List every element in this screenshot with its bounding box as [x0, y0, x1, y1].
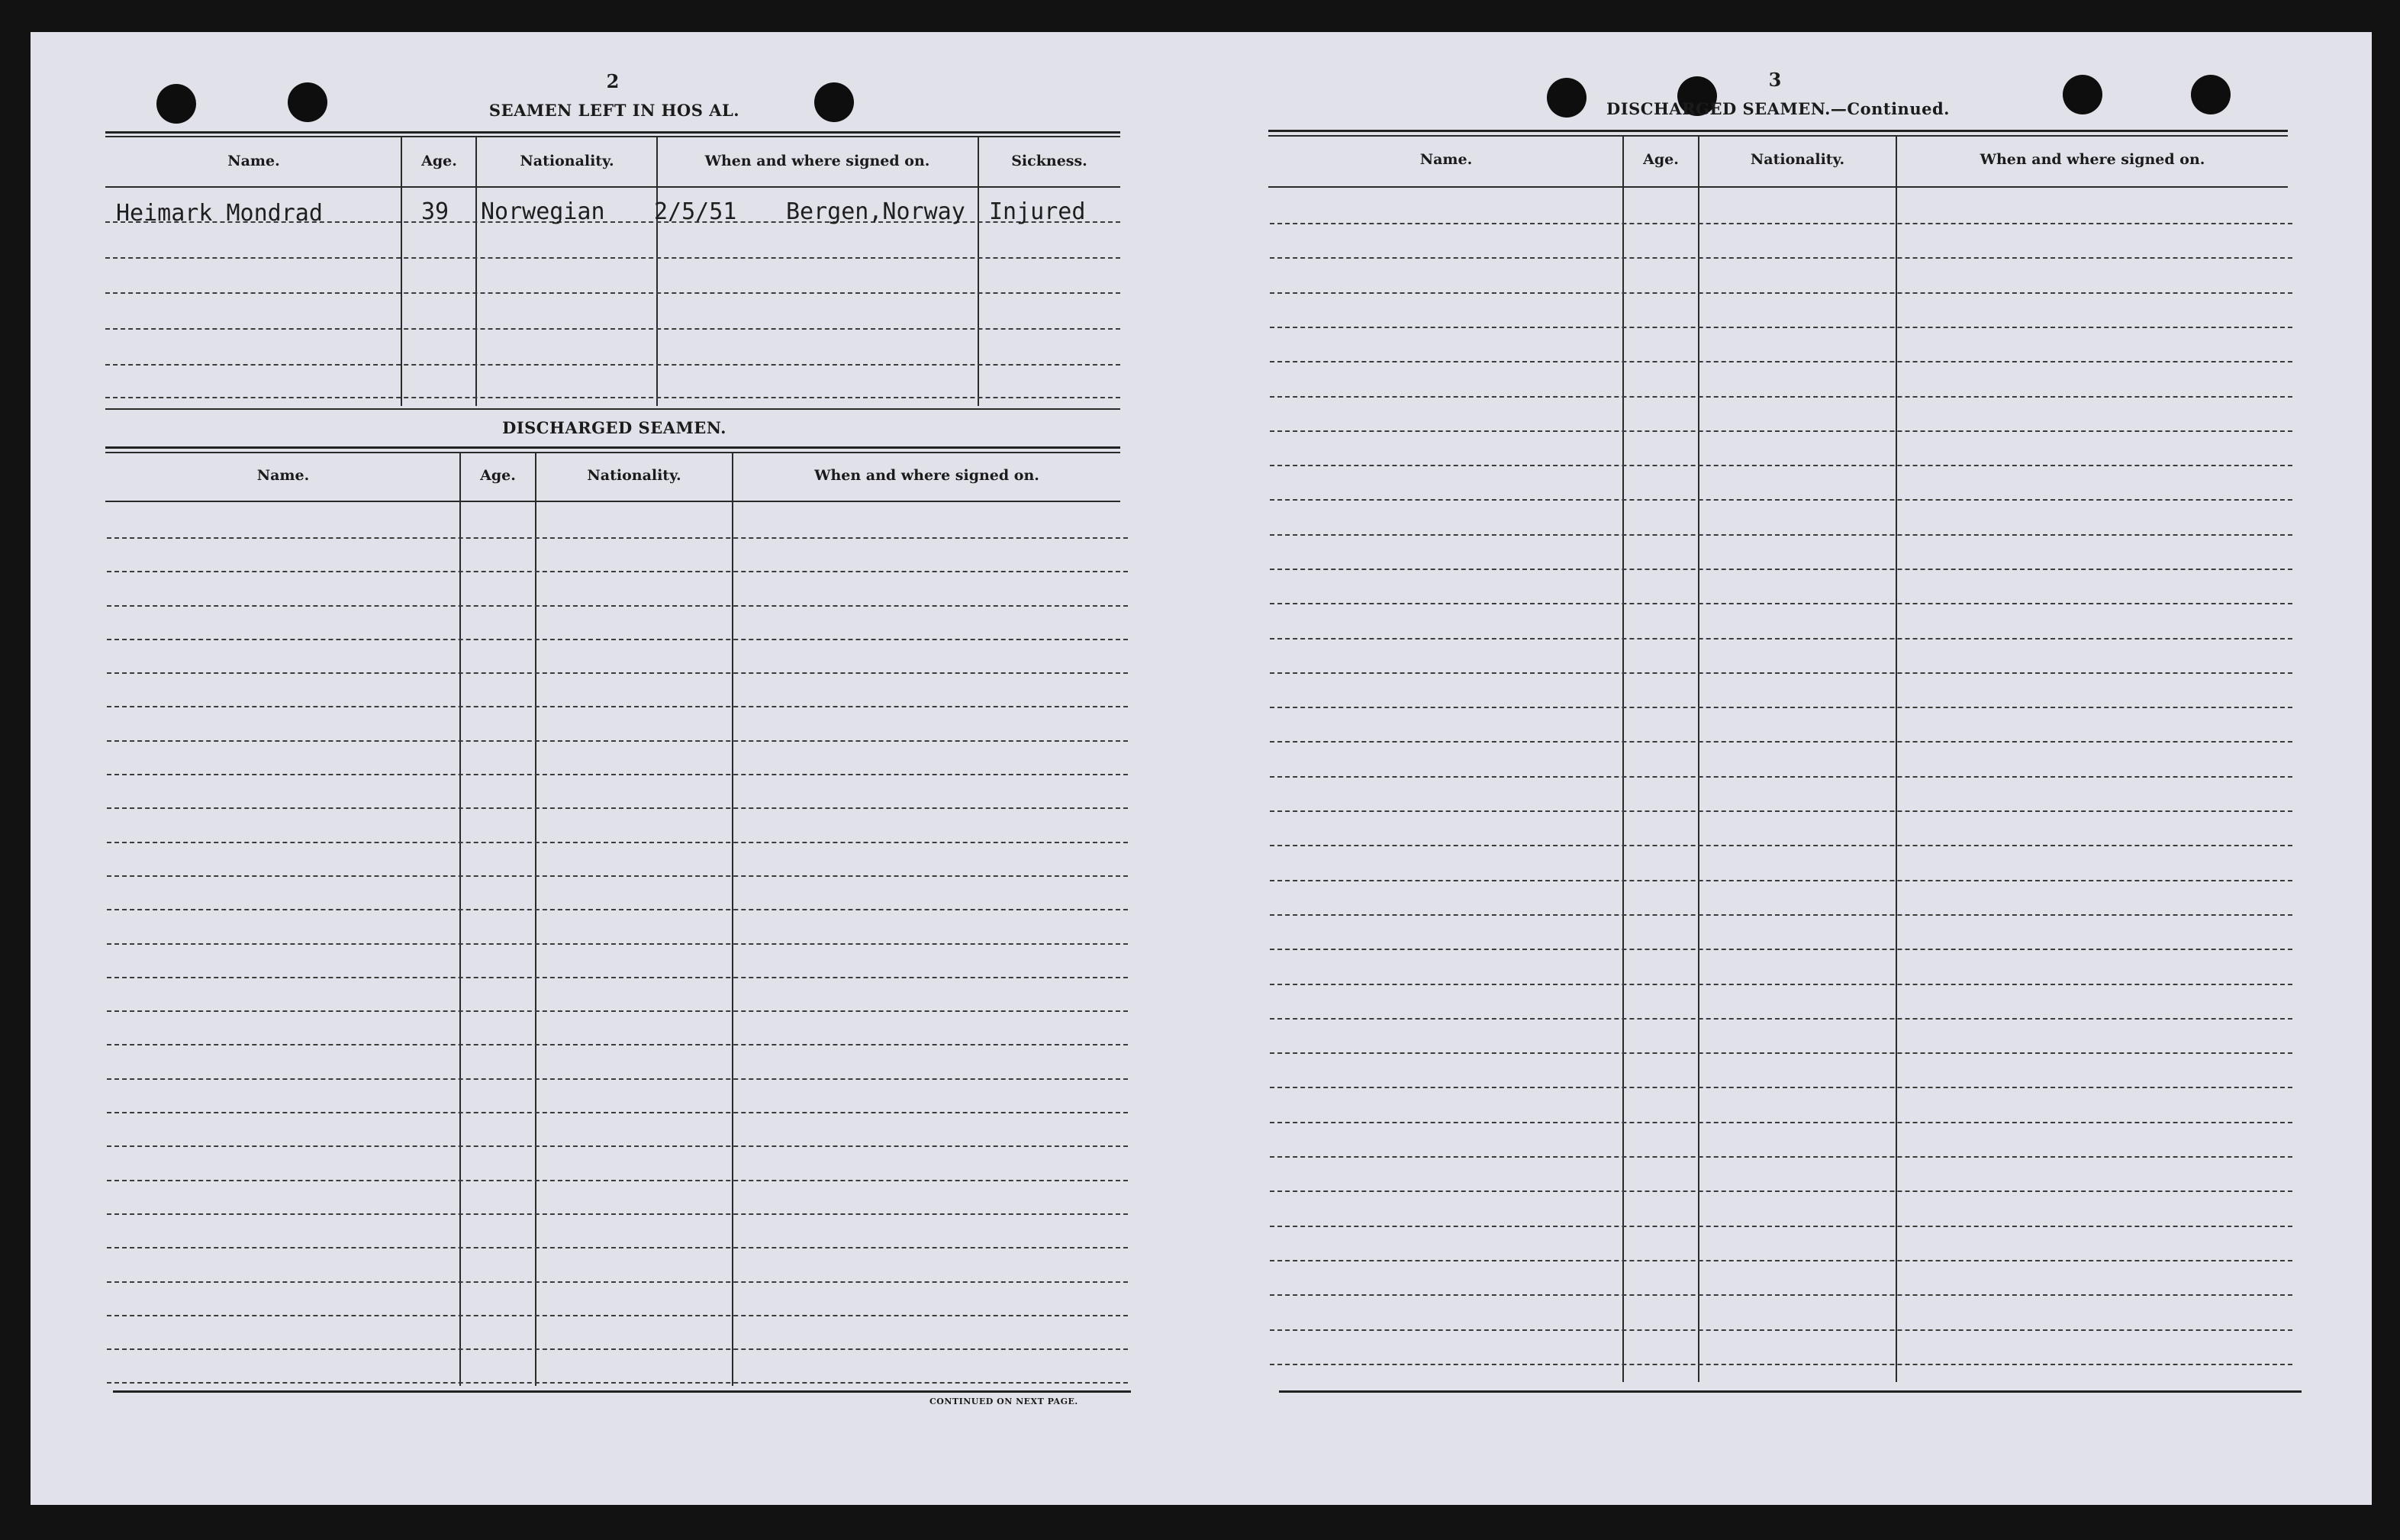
page-number: 3	[1768, 69, 1782, 91]
row-line	[1270, 361, 2292, 362]
column-divider	[535, 453, 536, 1386]
punch-hole	[814, 82, 854, 122]
column-divider	[656, 137, 658, 406]
table-rule	[105, 136, 1120, 137]
column-header-nationality: Nationality.	[1750, 151, 1845, 168]
column-header-when-where: When and where signed on.	[814, 467, 1039, 484]
row-line	[1270, 1018, 2292, 1020]
table-rule	[105, 131, 1120, 134]
row-line	[1270, 292, 2292, 294]
row-line	[1270, 741, 2292, 743]
row-line	[105, 364, 1120, 366]
row-line	[1270, 638, 2292, 640]
page-number: 2	[606, 70, 620, 92]
row-line	[1270, 810, 2292, 812]
table-rule	[1268, 130, 2288, 132]
row-line	[1270, 845, 2292, 846]
row-line	[107, 1078, 1128, 1080]
column-header-age: Age.	[1643, 151, 1679, 168]
row-line	[107, 842, 1128, 843]
row-line	[1270, 465, 2292, 466]
table-rule	[1268, 135, 2288, 137]
discharged-section-title: DISCHARGED SEAMEN.	[502, 418, 726, 437]
column-header-sickness: Sickness.	[1011, 153, 1087, 169]
section-rule	[105, 408, 1120, 410]
punch-hole	[2063, 75, 2102, 114]
row-line	[1270, 1226, 2292, 1227]
row-line	[1270, 914, 2292, 916]
row-line	[1270, 1294, 2292, 1296]
row-line	[107, 639, 1128, 640]
row-line	[1270, 1190, 2292, 1192]
row-line	[1270, 1122, 2292, 1123]
row-line	[107, 1010, 1128, 1012]
punch-hole	[156, 84, 196, 124]
row-line	[1270, 984, 2292, 985]
column-divider	[732, 453, 733, 1386]
row-line	[107, 875, 1128, 877]
document-spread	[31, 32, 2372, 1505]
column-header-nationality: Nationality.	[520, 153, 614, 169]
signed-on-date: 2/5/51	[654, 198, 737, 225]
signed-on-place: Bergen,Norway	[786, 198, 965, 225]
column-divider	[1622, 137, 1624, 1382]
row-line	[105, 397, 1120, 398]
table-bottom-rule	[1279, 1390, 2302, 1393]
column-header-name: Name.	[227, 153, 280, 169]
header-rule	[1268, 186, 2288, 188]
row-line	[1270, 534, 2292, 536]
continued-footer: CONTINUED ON NEXT PAGE.	[929, 1397, 1078, 1406]
row-line	[105, 328, 1120, 330]
row-line	[1270, 569, 2292, 570]
row-line	[107, 672, 1128, 674]
column-header-name: Name.	[1419, 151, 1473, 168]
row-line	[1270, 499, 2292, 501]
row-line	[105, 292, 1120, 294]
punch-hole	[288, 82, 327, 122]
column-header-when-where: When and where signed on.	[704, 153, 930, 169]
hospital-section-title: SEAMEN LEFT IN HOS AL.	[488, 101, 740, 120]
column-divider	[475, 137, 477, 406]
seaman-name: Heimark Mondrad	[116, 200, 323, 227]
row-line	[107, 909, 1128, 910]
column-header-age: Age.	[480, 467, 516, 484]
row-line	[107, 1348, 1128, 1350]
row-line	[107, 1180, 1128, 1181]
column-header-nationality: Nationality.	[587, 467, 681, 484]
row-line	[107, 1145, 1128, 1147]
row-line	[107, 706, 1128, 707]
row-line	[1270, 880, 2292, 881]
row-line	[105, 257, 1120, 259]
seaman-nationality: Norwegian	[481, 198, 605, 225]
row-line	[1270, 1052, 2292, 1054]
column-divider	[978, 137, 979, 406]
seaman-age: 39	[421, 198, 449, 225]
column-divider	[1896, 137, 1897, 1382]
row-line	[1270, 257, 2292, 259]
column-header-when-where: When and where signed on.	[1980, 151, 2205, 168]
column-divider	[1698, 137, 1699, 1382]
row-line	[1270, 430, 2292, 432]
punch-hole	[2191, 75, 2231, 114]
sickness-value: Injured	[989, 198, 1086, 225]
row-line	[107, 943, 1128, 945]
column-header-age: Age.	[421, 153, 457, 169]
row-line	[1270, 223, 2292, 224]
row-line	[1270, 396, 2292, 398]
row-line	[107, 1044, 1128, 1045]
row-line	[107, 605, 1128, 607]
row-line	[107, 774, 1128, 775]
row-line	[107, 807, 1128, 809]
column-divider	[401, 137, 402, 406]
row-line	[107, 1315, 1128, 1316]
row-line	[1270, 1329, 2292, 1331]
column-divider	[459, 453, 461, 1386]
table-bottom-rule	[113, 1390, 1131, 1393]
row-line	[107, 537, 1128, 539]
header-rule	[105, 501, 1120, 502]
row-line	[1270, 1364, 2292, 1365]
row-line	[1270, 776, 2292, 778]
row-line	[1270, 603, 2292, 604]
row-line	[107, 1112, 1128, 1113]
row-line	[107, 571, 1128, 572]
row-line	[107, 1213, 1128, 1215]
row-line	[107, 1247, 1128, 1248]
row-line	[107, 740, 1128, 742]
row-line	[107, 1281, 1128, 1283]
row-line	[107, 1382, 1128, 1384]
row-line	[107, 977, 1128, 978]
header-rule	[105, 186, 1120, 188]
table-rule	[105, 446, 1120, 449]
row-line	[1270, 327, 2292, 328]
row-line	[1270, 1087, 2292, 1088]
table-rule	[105, 452, 1120, 453]
row-line	[1270, 1156, 2292, 1158]
row-line	[1270, 1260, 2292, 1261]
punch-hole	[1547, 78, 1587, 118]
row-line	[1270, 672, 2292, 674]
row-line	[1270, 949, 2292, 950]
row-line	[1270, 707, 2292, 708]
column-header-name: Name.	[256, 467, 310, 484]
discharged-continued-title: DISCHARGED SEAMEN.—Continued.	[1606, 99, 1950, 118]
